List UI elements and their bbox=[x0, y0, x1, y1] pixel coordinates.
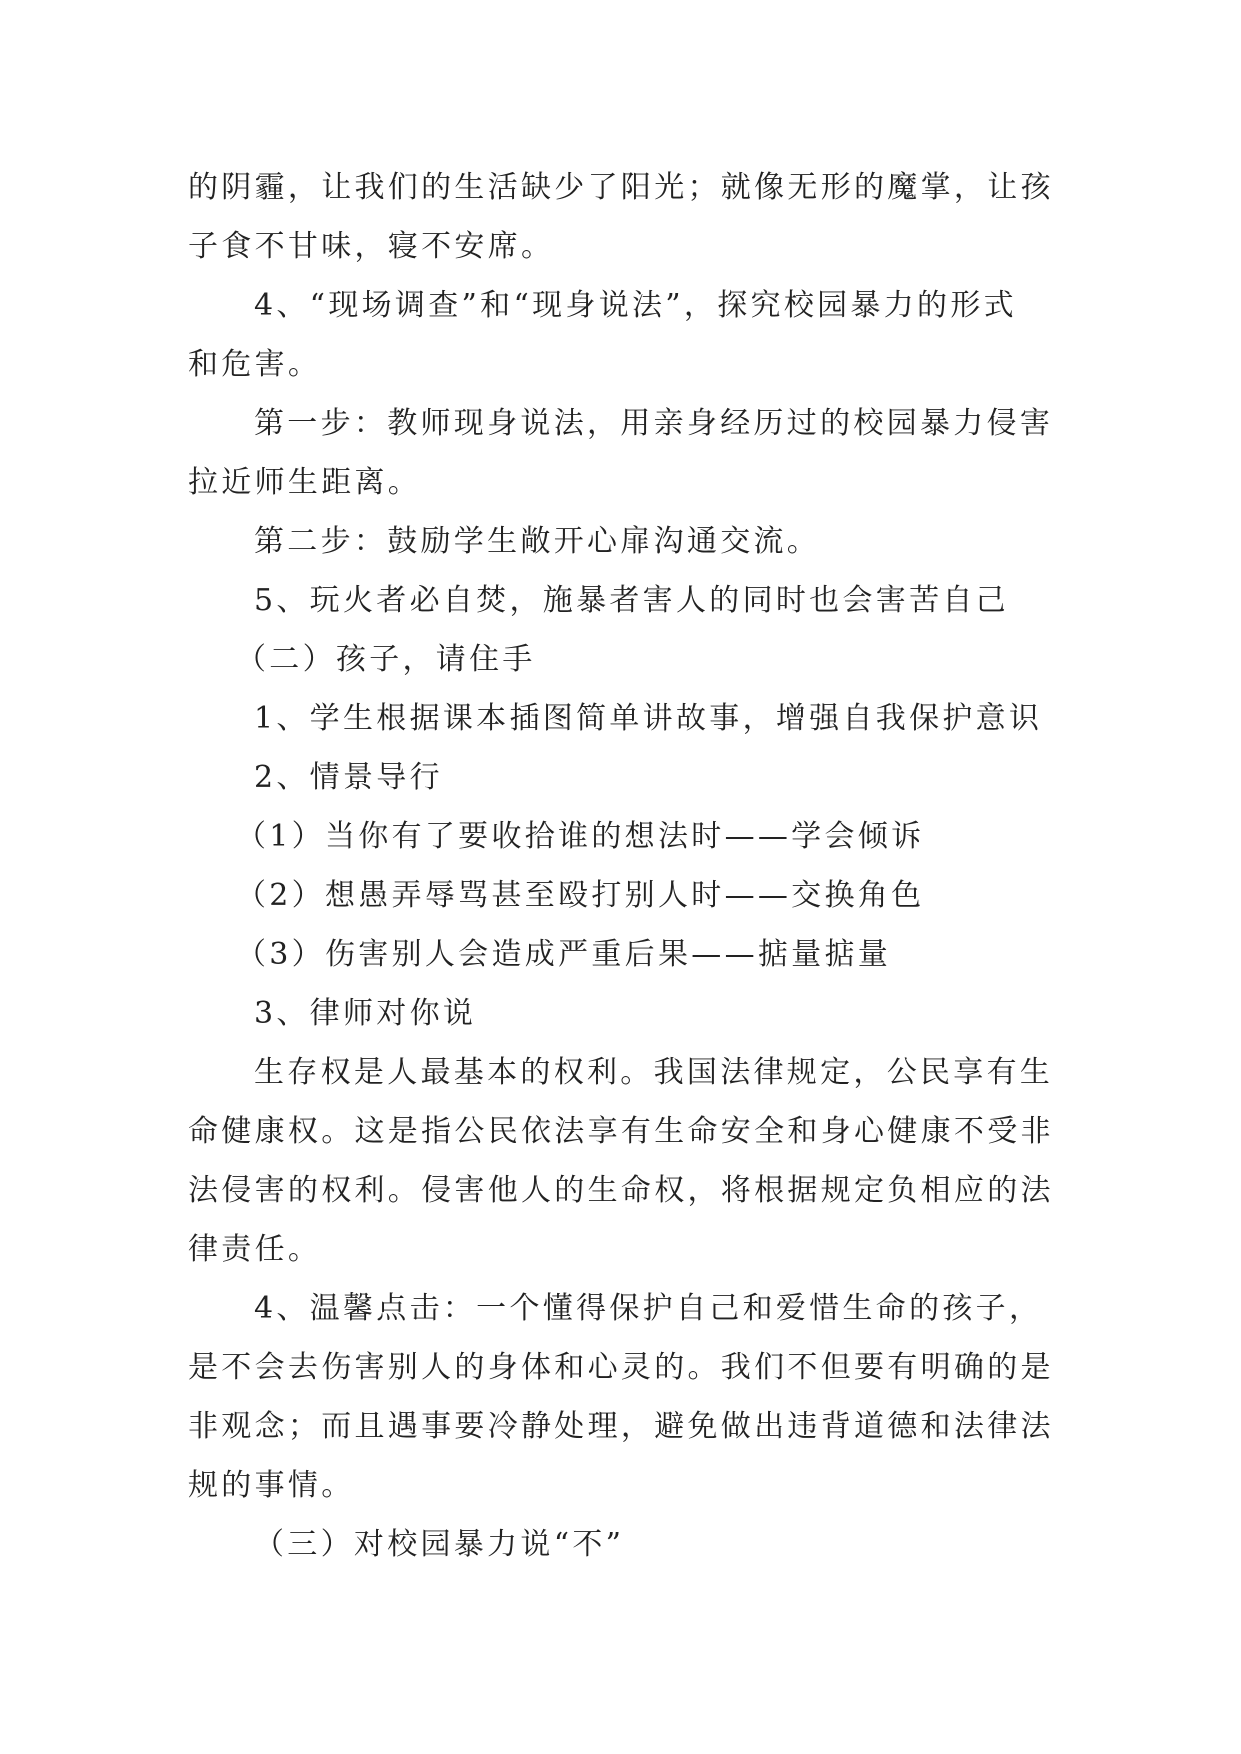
text-line: （3）伤害别人会造成严重后果——掂量掂量 bbox=[236, 937, 892, 972]
text-line: 第一步：教师现身说法，用亲身经历过的校园暴力侵害 bbox=[254, 406, 1054, 441]
section-heading: （二）孩子，请住手 bbox=[236, 642, 536, 677]
text-line: 法侵害的权利。侵害他人的生命权，将根据规定负相应的法 bbox=[188, 1173, 1054, 1208]
text-line: 2、情景导行 bbox=[254, 760, 443, 795]
text-line: （2）想愚弄辱骂甚至殴打别人时——交换角色 bbox=[236, 878, 925, 913]
document-body bbox=[188, 158, 1056, 1574]
text-line: （1）当你有了要收拾谁的想法时——学会倾诉 bbox=[236, 819, 925, 854]
text-line: 第二步：鼓励学生敞开心扉沟通交流。 bbox=[254, 524, 821, 559]
text-line: 是不会去伤害别人的身体和心灵的。我们不但要有明确的是 bbox=[188, 1350, 1054, 1385]
text-line: 4、温馨点击：一个懂得保护自己和爱惜生命的孩子， bbox=[254, 1291, 1043, 1326]
text-line: 律责任。 bbox=[188, 1232, 322, 1267]
text-line: 非观念；而且遇事要冷静处理，避免做出违背道德和法律法 bbox=[188, 1409, 1054, 1444]
section-heading: （三）对校园暴力说“不” bbox=[254, 1527, 625, 1562]
text-line: 生存权是人最基本的权利。我国法律规定，公民享有生 bbox=[254, 1055, 1054, 1090]
text-line: 5、玩火者必自焚，施暴者害人的同时也会害苦自己 bbox=[254, 583, 1009, 618]
text-line: 1、学生根据课本插图简单讲故事，增强自我保护意识 bbox=[254, 701, 1043, 736]
text-line: 4、“现场调查”和“现身说法”，探究校园暴力的形式 bbox=[254, 288, 1017, 323]
text-line: 子食不甘味，寝不安席。 bbox=[188, 229, 555, 264]
text-line: 规的事情。 bbox=[188, 1468, 355, 1503]
text-line: 3、律师对你说 bbox=[254, 996, 477, 1031]
text-line: 命健康权。这是指公民依法享有生命安全和身心健康不受非 bbox=[188, 1114, 1054, 1149]
text-line: 的阴霾，让我们的生活缺少了阳光；就像无形的魔掌，让孩 bbox=[188, 170, 1054, 205]
text-line: 拉近师生距离。 bbox=[188, 465, 422, 500]
text-line: 和危害。 bbox=[188, 347, 322, 382]
